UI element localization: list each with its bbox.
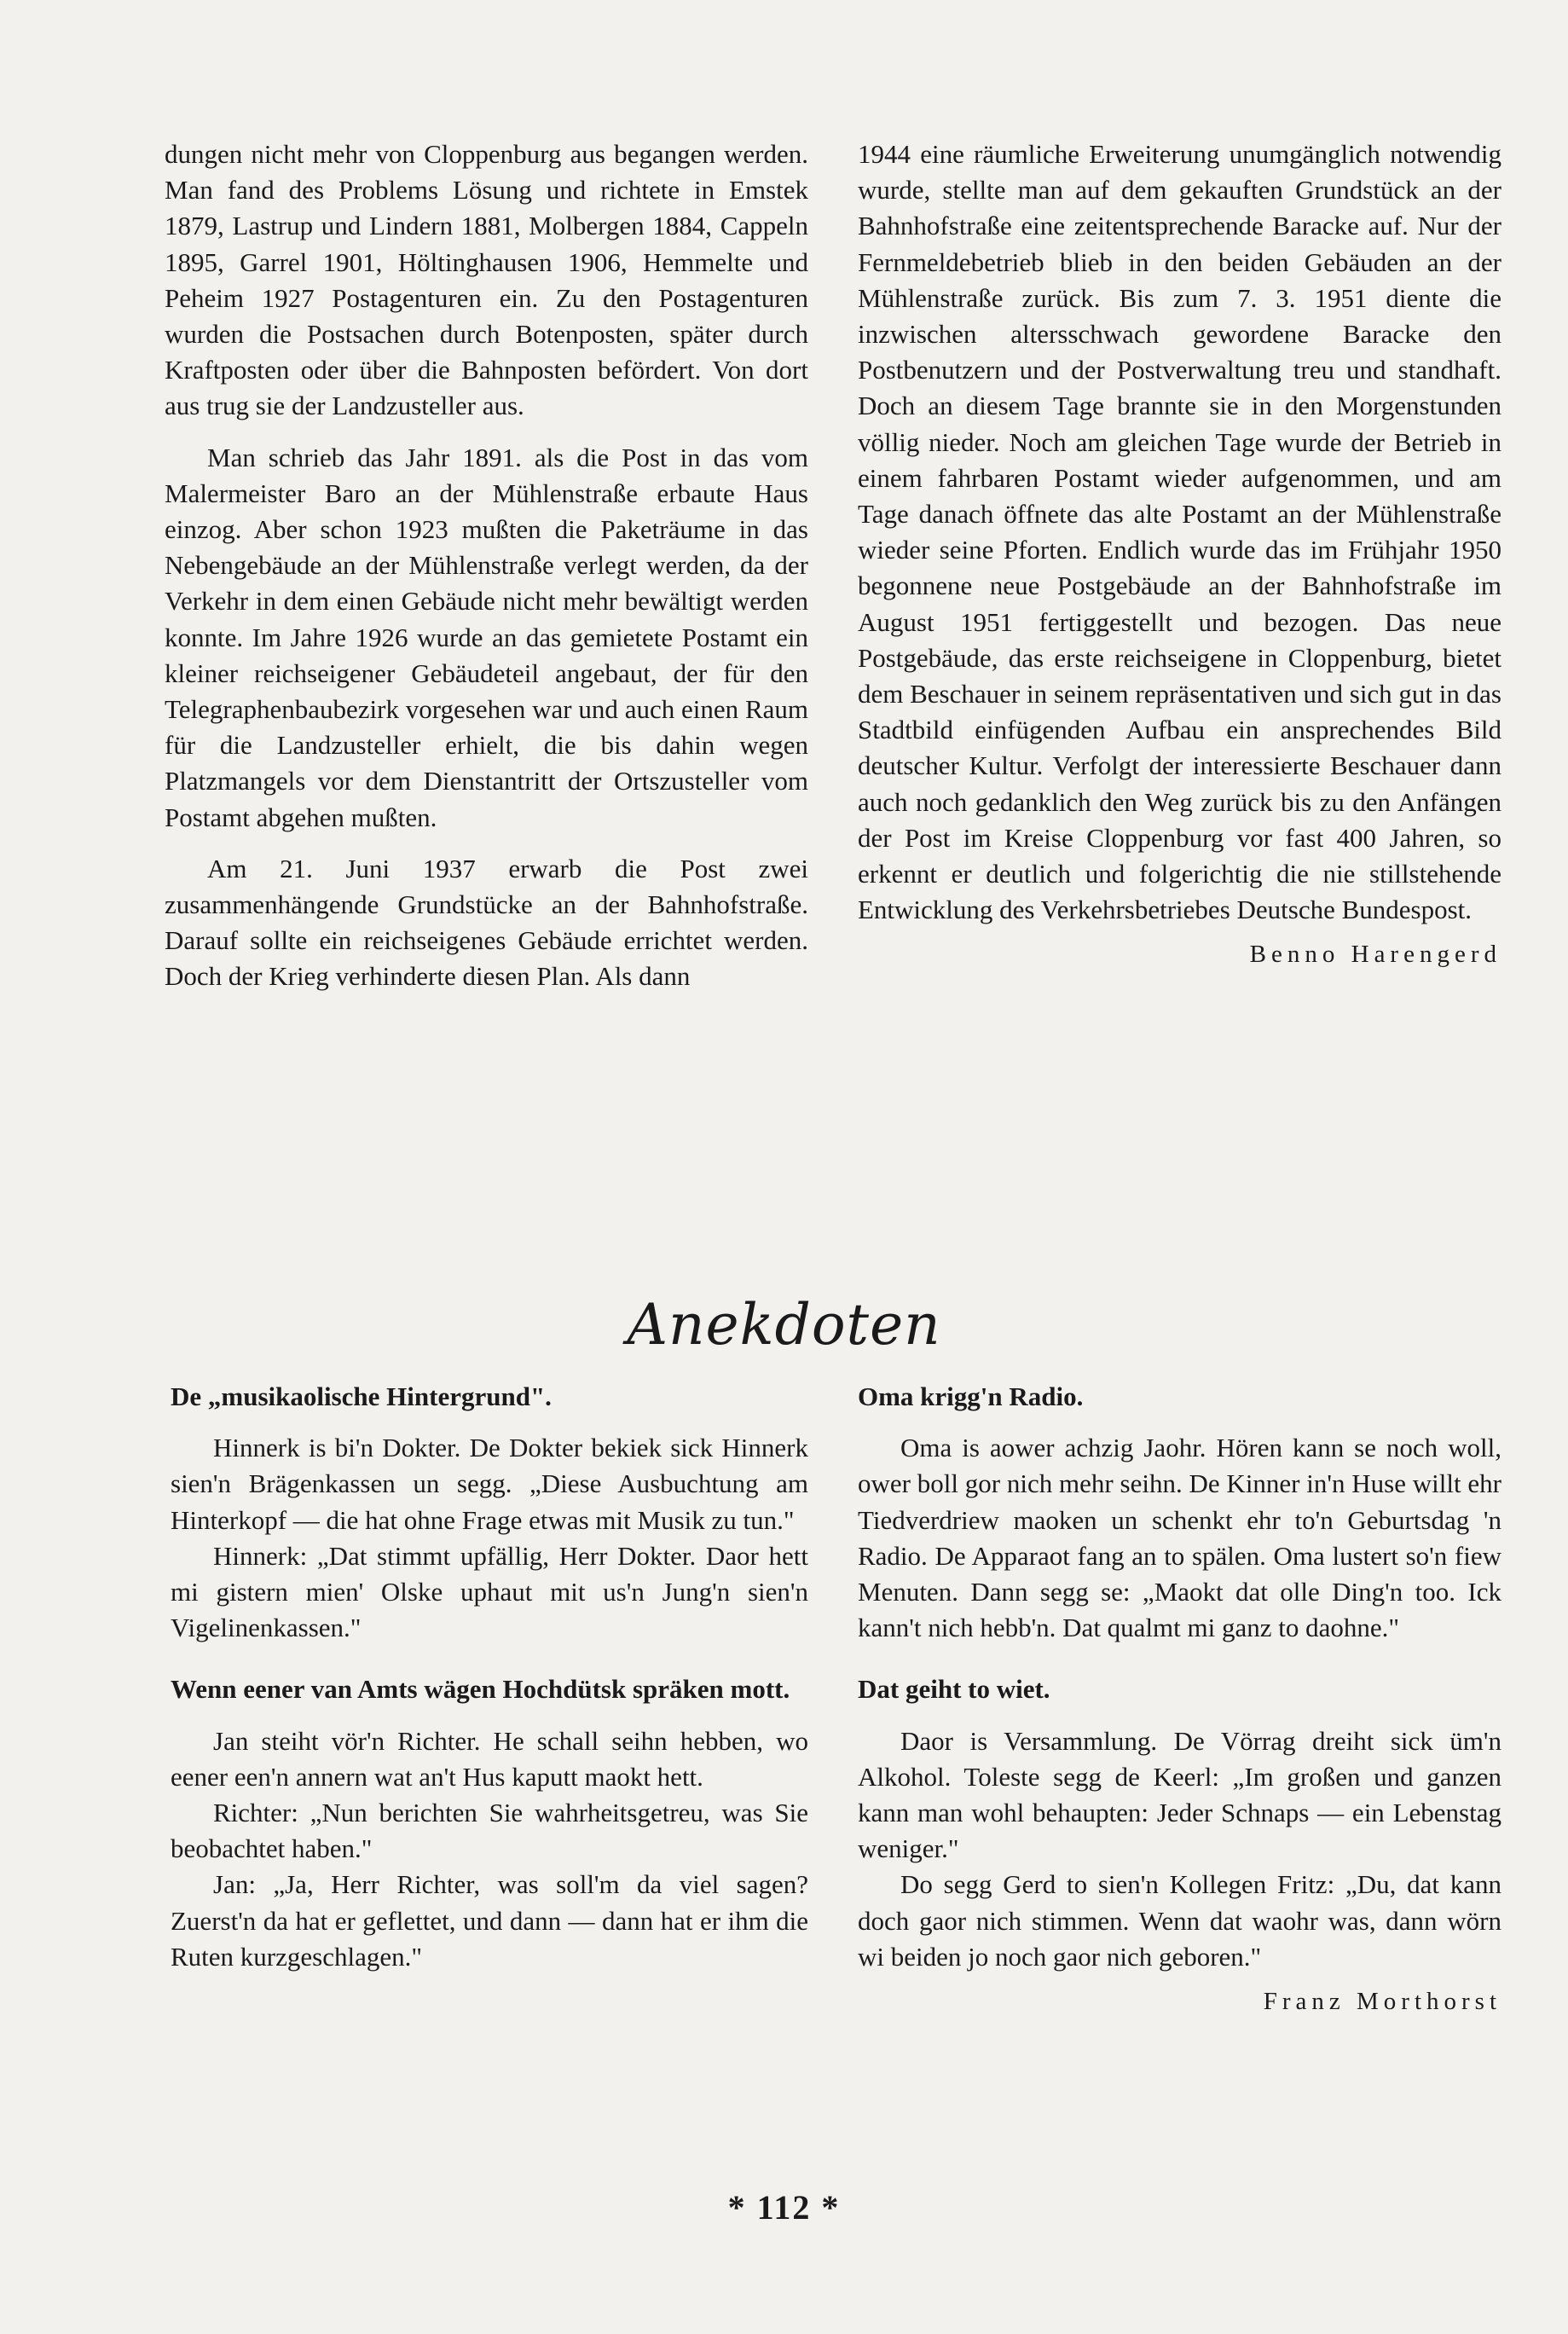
anecdote-paragraph: Richter: „Nun berichten Sie wahrheitsgetreu, was Sie beobachtet haben." xyxy=(171,1798,808,1864)
section-title: Anekdoten xyxy=(627,1292,941,1358)
anecdote-paragraph: Do segg Gerd to sien'n Kollegen Fritz: „Du, dat kann doch gaor nich stimmen. Wenn dat waohr was, dann wörn wi beiden jo noch gaor nich geboren." xyxy=(858,1869,1501,1972)
article-paragraph: Man schrieb das Jahr 1891. als die Post in das vom Malermeister Baro an der Mühlenstraße erbaute Haus einzog. Aber schon 1923 mußten die Paketräume in das Nebengebäude an der Mühlenstraße verlegt werden, da der Verkehr in dem einen Gebäude nicht mehr bewältigt werden konnte. Im Jahre 1926 wurde an das gemietete Postamt ein kleiner reichseigener Gebäudeteil angebaut, der für den Telegraphenbaubezirk vorgesehen war und auch einen Raum für die Landzusteller erhielt, die bis dahin wegen Platzmangels vor dem Dienstantritt der Ortszusteller vom Postamt abgehen mußten. xyxy=(165,442,808,832)
anecdote-paragraph: Jan: „Ja, Herr Richter, was soll'm da viel sagen? Zuerst'n da hat er geflettet, und dann — dann hat er ihm die Ruten kurzgeschlagen." xyxy=(171,1869,808,1972)
anecdote-heading: Dat geiht to wiet. xyxy=(858,1674,1050,1705)
anecdote-paragraph: Jan steiht vör'n Richter. He schall seihn hebben, wo eener een'n annern wat an't Hus kaputt maokt hett. xyxy=(171,1725,808,1792)
anecdote-paragraph: Daor is Versammlung. De Vörrag dreiht sick üm'n Alkohol. Toleste segg de Keerl: „Im großen und ganzen kann man wohl behaupten: Jeder Schnaps — ein Lebenstag weniger." xyxy=(858,1725,1501,1864)
anecdote-paragraph: Hinnerk is bi'n Dokter. De Dokter bekiek sick Hinnerk sien'n Brägenkassen un segg. „Diese Ausbuchtung am Hinterkopf — die hat ohne Frage etwas mit Musik zu tun." xyxy=(171,1433,808,1535)
article-paragraph: 1944 eine räumliche Erweiterung unumgänglich notwendig wurde, stellte man auf dem gekauften Grundstück an der Bahnhofstraße eine zeitentsprechende Baracke auf. Nur der Fernmeldebetrieb blieb in den beiden Gebäuden an der Mühlenstraße zurück. Bis zum 7. 3. 1951 diente die inzwischen altersschwach gewordene Baracke den Postbenutzern und der Postverwaltung treu und standhaft. Doch an diesem Tage brannte sie in den Morgenstunden völlig nieder. Noch am gleichen Tage wurde der Betrieb in einem fahrbaren Postamt wieder aufgenommen, und am Tage danach öffnete das alte Postamt an der Mühlenstraße wieder seine Pforten. Endlich wurde das im Frühjahr 1950 begonnene neue Postgebäude an der Bahnhofstraße im August 1951 fertiggestellt und bezogen. Das neue Postgebäude, das erste reichseigene in Cloppenburg, bietet dem Beschauer in seinem repräsentativen und sich gut in das Stadtbild einfügenden Aufbau ein ansprechendes Bild deutscher Kultur. Verfolgt der interessierte Beschauer dann auch noch gedanklich den Weg zurück bis zu den Anfängen der Post im Kreise Cloppenburg vor fast 400 Jahren, so erkennt er deutlich und folgerichtig die nie stillstehende Entwicklung des Verkehrsbetriebes Deutsche Bundespost. xyxy=(858,139,1501,925)
anecdote-paragraph: Oma is aower achzig Jaohr. Hören kann se noch woll, ower boll gor nich mehr seihn. De Kinner in'n Huse willt ehr Tiedverdriew maoken un schenkt ehr to'n Geburtsdag 'n Radio. De Apparaot fang an to spälen. Oma lustert so'n fiew Menuten. Dann segg se: „Maokt dat olle Ding'n too. Ick kann't nich hebb'n. Dat qualmt mi ganz to daohne." xyxy=(858,1433,1501,1643)
anecdote-heading: Oma krigg'n Radio. xyxy=(858,1381,1084,1411)
article-column-right xyxy=(858,136,1501,973)
article-paragraph: dungen nicht mehr von Cloppenburg aus begangen werden. Man fand des Problems Lösung und richtete in Emstek 1879, Lastrup und Lindern 1881, Molbergen 1884, Cappeln 1895, Garrel 1901, Höltinghausen 1906, Hemmelte und Peheim 1927 Postagenturen ein. Zu den Postagenturen wurden die Postsachen durch Botenposten, später durch Kraftposten oder über die Bahnposten befördert. Von dort aus trug sie der Landzusteller aus. xyxy=(165,139,808,421)
article-paragraph: Am 21. Juni 1937 erwarb die Post zwei zusammenhängende Grundstücke an der Bahnhofstraße. Darauf sollte ein reichseigenes Gebäude errichtet werden. Doch der Krieg verhinderte diesen Plan. Als dann xyxy=(165,853,808,992)
page-number: * 112 * xyxy=(727,2188,841,2227)
anecdote-paragraph: Hinnerk: „Dat stimmt upfällig, Herr Dokter. Daor hett mi gistern mien' Olske uphaut mit us'n Jung'n sien'n Vigelinenkassen." xyxy=(171,1540,808,1643)
anecdotes-column-left xyxy=(171,1379,808,1975)
article-column-left xyxy=(165,136,808,995)
article-signature: Benno Harengerd xyxy=(1249,941,1501,969)
anecdote-signature: Franz Morthorst xyxy=(1263,1988,1501,2016)
anecdotes-column-right xyxy=(858,1379,1501,2019)
anecdote-heading: Wenn eener van Amts wägen Hochdütsk spräken mott. xyxy=(171,1674,790,1705)
anecdote-heading: De „musikaolische Hintergrund". xyxy=(171,1381,552,1411)
